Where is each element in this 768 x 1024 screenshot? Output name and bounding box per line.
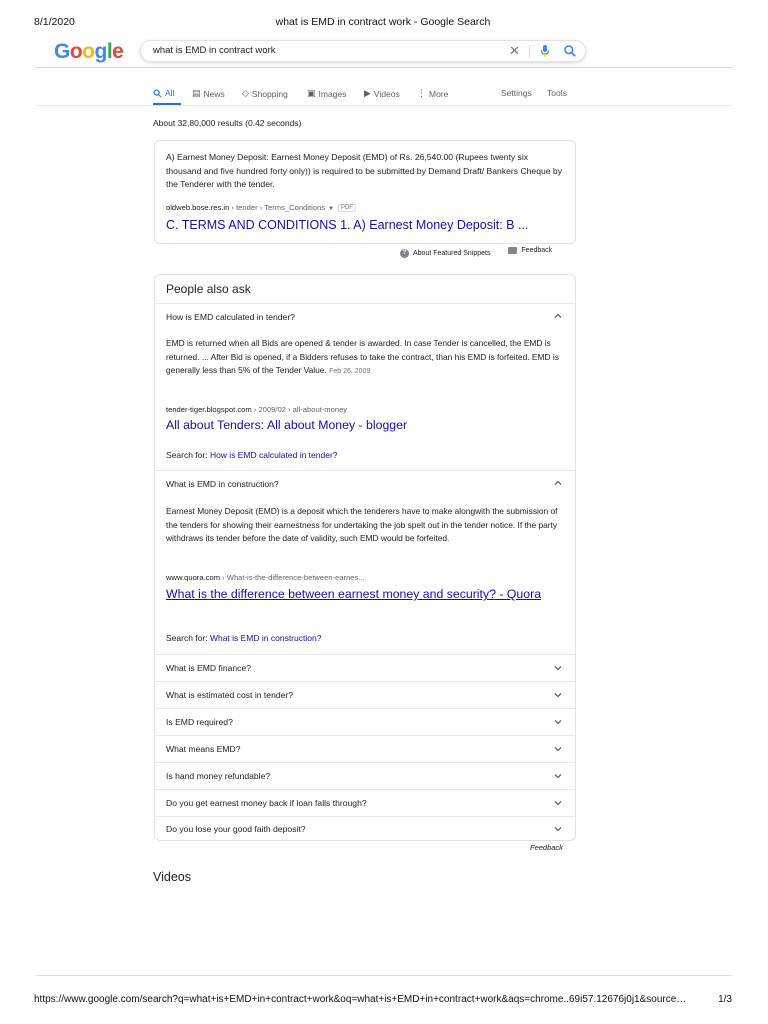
help-icon: ? [400, 249, 409, 258]
search-tabs [153, 88, 573, 104]
paa-answer-date: Feb 26, 2009 [329, 368, 371, 375]
snippet-feedback-link[interactable] [508, 247, 552, 254]
paa-question: How is EMD calculated in tender? [166, 312, 295, 322]
chevron-down-icon[interactable] [553, 744, 563, 754]
chevron-down-icon[interactable] [553, 717, 563, 727]
chevron-down-icon[interactable] [553, 771, 563, 781]
search-box[interactable] [140, 40, 586, 62]
tab-label: Tools [547, 88, 567, 98]
more-vert-icon: ⋮ [417, 88, 426, 98]
tab-tools[interactable] [547, 88, 567, 98]
dropdown-caret-icon[interactable]: ▼ [328, 206, 334, 212]
snippet-title-link[interactable]: C. TERMS AND CONDITIONS 1. A) Earnest Money Deposit: B ... [166, 218, 529, 232]
search-icon [153, 89, 162, 98]
google-header [36, 36, 732, 68]
divider [36, 105, 732, 106]
search-icon[interactable] [563, 44, 577, 58]
logo-letter: G [54, 40, 70, 63]
chevron-down-icon[interactable] [553, 798, 563, 808]
paa-result-link[interactable]: What is the difference between earnest money and security? - Quora [166, 587, 542, 601]
search-input[interactable]: what is EMD in contract work [153, 45, 276, 56]
tab-videos[interactable] [364, 88, 400, 99]
snippet-footer [400, 247, 552, 258]
search-for-link[interactable]: How is EMD calculated in tender? [209, 450, 338, 460]
google-logo[interactable] [54, 40, 123, 64]
feedback-icon [508, 247, 517, 254]
logo-letter: o [82, 40, 95, 63]
search-for-label: Search for: [166, 450, 210, 460]
paa-answer-text: Earnest Money Deposit (EMD) is a deposit which the tenderers have to make alongwith the submission of the tenders for showing their earnestness for undertaking the job spelt out in the tender notice. If the party withdraws its tender before the date of validity, such EMD would be forfeited. [166, 506, 558, 543]
paa-question: Do you lose your good faith deposit? [166, 824, 306, 834]
paa-question: What means EMD? [166, 744, 241, 754]
cite-path: › tender › Terms_Conditions [229, 203, 325, 212]
cite-domain: oldweb.bose.res.in [166, 203, 230, 212]
chevron-up-icon[interactable] [553, 311, 563, 321]
featured-snippet [154, 140, 576, 244]
logo-letter: o [69, 40, 83, 63]
paa-feedback-link[interactable]: Feedback [530, 843, 563, 852]
paa-question-row[interactable] [155, 816, 575, 840]
news-icon: ▤ [192, 88, 201, 98]
cite-path: › 2009/02 › all-about-money [251, 405, 348, 414]
tab-label: Shopping [251, 88, 288, 99]
feedback-label: Feedback [521, 247, 553, 254]
pdf-badge: PDF [338, 204, 356, 212]
logo-letter: l [106, 40, 113, 63]
tab-label: Settings [501, 88, 532, 98]
search-divider [529, 45, 530, 58]
tag-icon: ◇ [242, 88, 249, 98]
tab-settings[interactable] [501, 88, 532, 98]
paa-search-for [166, 633, 321, 643]
paa-search-for [166, 450, 338, 460]
image-icon: ▣ [307, 88, 316, 98]
people-also-ask [154, 274, 576, 841]
print-page-number: 1/3 [718, 994, 732, 1005]
paa-question-row[interactable] [155, 708, 575, 735]
chevron-down-icon[interactable] [553, 690, 563, 700]
cite-domain: www.quora.com [166, 573, 221, 582]
about-featured-snippets-link[interactable] [400, 249, 490, 258]
divider [36, 975, 732, 976]
paa-question: Do you get earnest money back if loan falls through? [166, 798, 367, 808]
play-icon: ▶ [364, 88, 371, 98]
cite-domain: tender-tiger.blogspot.com [166, 405, 252, 414]
tab-label: More [429, 88, 449, 99]
paa-citation [166, 405, 347, 414]
print-date: 8/1/2020 [34, 16, 75, 28]
tab-all[interactable] [153, 88, 174, 98]
about-label: About Featured Snippets [413, 250, 491, 257]
search-for-link[interactable]: What is EMD in construction? [209, 633, 322, 643]
mic-icon[interactable] [539, 44, 551, 58]
paa-question-row[interactable] [155, 735, 575, 762]
print-page-title: what is EMD in contract work - Google Search [275, 16, 491, 28]
snippet-text: A) Earnest Money Deposit: Earnest Money Deposit (EMD) of Rs. 26,540.00 (Rupees twenty six thousand and five hundred forty only)) is required to be submitted by Demand Draft/ Bankers Cheque by the Tenderer with the tender. [166, 152, 563, 189]
cite-path: › What-is-the-difference-between-earnes... [220, 573, 365, 582]
paa-question: What is EMD in construction? [166, 479, 279, 489]
paa-heading: People also ask [166, 282, 251, 296]
paa-question-row[interactable] [155, 762, 575, 789]
tab-label: News [203, 88, 225, 99]
paa-citation [166, 573, 365, 582]
print-url: https://www.google.com/search?q=what+is+EMD+in+contract+work&oq=what+is+EMD+in+contract+work&aqs=chrome..69i57.12676j0j1&source… [34, 994, 687, 1005]
print-header [34, 16, 732, 30]
logo-letter: e [112, 40, 124, 63]
paa-question: What is estimated cost in tender? [166, 690, 294, 700]
paa-question: What is EMD finance? [166, 663, 252, 673]
paa-question-row[interactable] [155, 789, 575, 816]
paa-question: Is hand money refundable? [166, 771, 271, 781]
result-stats: About 32,80,000 results (0.42 seconds) [153, 118, 302, 128]
chevron-down-icon[interactable] [553, 824, 563, 834]
tab-label: Videos [373, 88, 400, 99]
paa-result-link[interactable]: All about Tenders: All about Money - blogger [166, 418, 408, 432]
chevron-down-icon[interactable] [553, 663, 563, 673]
chevron-up-icon[interactable] [553, 478, 563, 488]
paa-answer [166, 505, 566, 546]
paa-question-row[interactable] [155, 303, 575, 329]
logo-letter: g [94, 40, 107, 63]
paa-answer [166, 337, 566, 379]
tab-label: Images [318, 88, 347, 99]
tab-shopping[interactable] [242, 88, 288, 99]
paa-question-row[interactable] [155, 681, 575, 708]
tab-label: All [165, 88, 175, 98]
paa-question-row[interactable] [155, 654, 575, 681]
tab-more[interactable] [417, 88, 448, 99]
tab-images[interactable] [307, 88, 346, 99]
paa-question-row[interactable] [155, 470, 575, 496]
paa-question: Is EMD required? [166, 717, 233, 727]
paa-answer-text: EMD is returned when all Bids are opened & tender is awarded. In case Tender is cancelled, the EMD is returned. ... After Bid is opened, if a Bidders refuses to take the contract, than his EMD is forfeited. EMD is generally less than 5% of the Tender Value. [166, 338, 559, 375]
snippet-citation [166, 203, 356, 212]
close-icon[interactable]: ✕ [509, 43, 520, 58]
search-for-label: Search for: [166, 633, 210, 643]
tab-news[interactable] [192, 88, 225, 99]
videos-section-heading: Videos [153, 870, 191, 884]
